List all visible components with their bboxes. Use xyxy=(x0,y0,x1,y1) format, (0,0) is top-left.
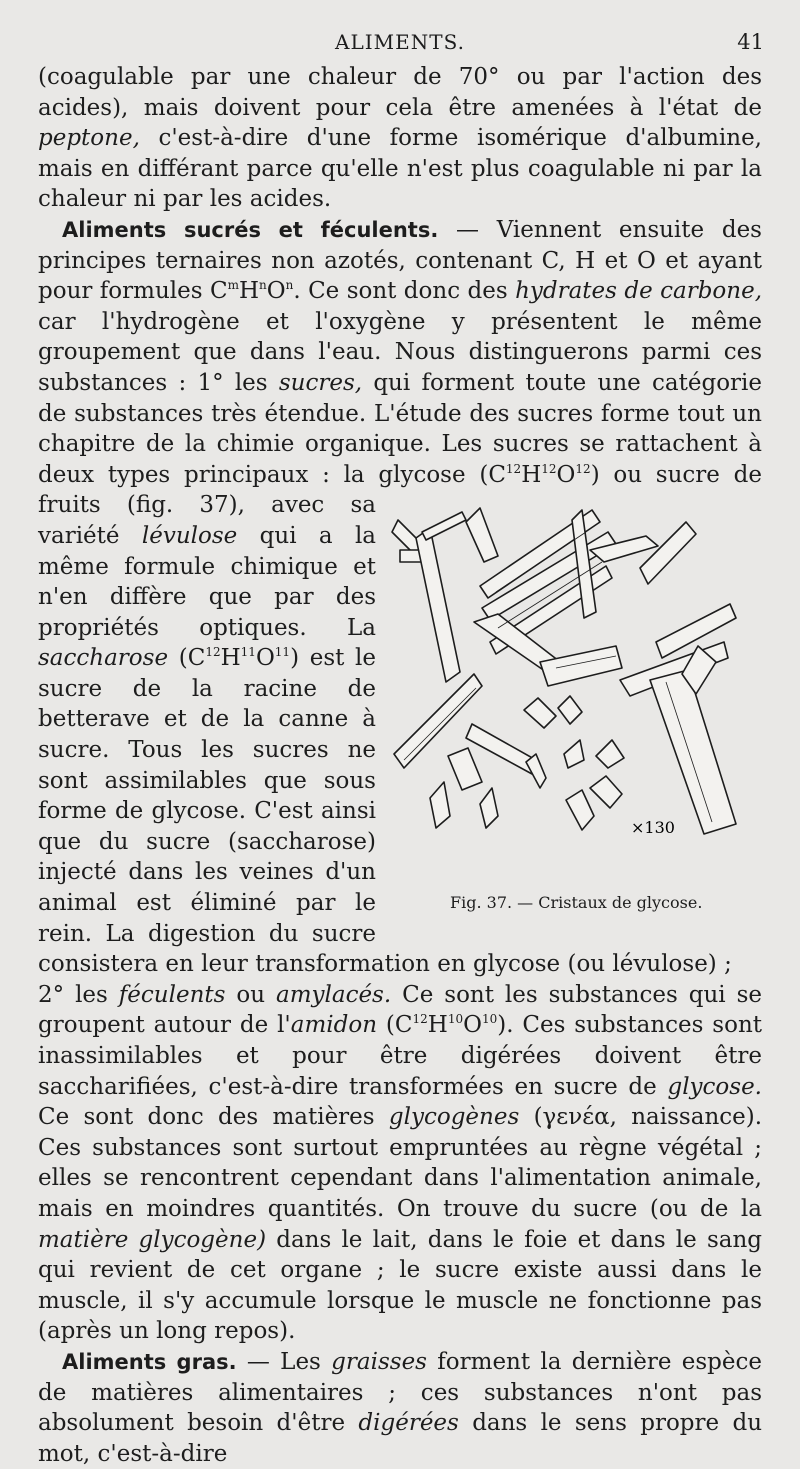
figure-glycose-crystals xyxy=(386,492,762,922)
paragraph-gras: Aliments gras. — Les graisses forment la dernière espèce de matières alimentaires ; ces substances n'ont pas absolument besoin d'être digérées dans le sens propre du mot, c'est-à-dire xyxy=(38,1348,763,1467)
crystal-illustration xyxy=(386,492,762,922)
body-text xyxy=(38,62,762,1469)
magnification-label: ×130 xyxy=(631,818,675,838)
paragraph-sucres: Aliments sucrés et féculents. — Viennent ensuite des principes ternaires non azotés, contenant C, H et O et ayant pour formules $C^mH^nO^n$. Ce sont donc des hydrates de carbone, car l'hydrogène et l'oxygène y présentent le même groupement que dans l'eau. Nous distinguerons parmi ces substances : 1° les sucres, qui forment toute une catégorie de substances très étendue. L'étude des sucres forme tout un chapitre de la chimie organique. Les sucres se rattachent à deux types principaux : la glycose ($C^{12}H^{12}O^{12}$ ×130 Fig. 37. — Cristaux de glycose. ) ou sucre de fruits (fig. 37), avec sa variété lévulose qui a la même formule chimique et n'en diffère que par des propriétés optiques. La saccharose $(C^{12}H^{11}O^{11})$ est le sucre de la racine de betterave et de la canne à sucre. Tous les sucres ne sont assimilables que sous forme de glycose. C'est ainsi que du sucre (saccharose) injecté dans les veines d'un animal est éliminé par le rein. La digestion du sucre consistera en leur transformation en glycose (ou lévulose) ; xyxy=(38,216,763,978)
page-number: 41 xyxy=(737,30,764,54)
section-heading-gras: Aliments gras. xyxy=(62,1349,237,1374)
page-header xyxy=(0,30,800,58)
paragraph-albumine: (coagulable par une chaleur de 70° ou par l'action des acides), mais doivent pour cela être amenées à l'état de peptone, c'est-à-dire d'une forme isomérique d'albumine, mais en différant parce qu'elle n'est plus coagulable ni par la chaleur ni par les acides. xyxy=(38,64,762,213)
paragraph-feculents: 2° les féculents ou amylacés. Ce sont les substances qui se groupent autour de l'amidon $(C^{12}H^{10}O^{10})$. Ces substances sont inassimilables et pour être digérées doivent être saccharifiées, c'est-à-dire transformées en sucre de glycose. Ce sont donc des matières glycogènes (γενέα, naissance). Ces substances sont surtout empruntées au règne végétal ; elles se rencontrent cependant dans l'alimentation animale, mais en moindres quantités. On trouve du sucre (ou de la matière glycogène) dans le lait, dans le foie et dans le sang qui revient de cet organe ; le sucre existe aussi dans le muscle, il s'y accumule lorsque le muscle ne fonctionne pas (après un long repos). xyxy=(38,981,763,1345)
running-head: ALIMENTS. xyxy=(335,30,465,54)
figure-caption: Fig. 37. — Cristaux de glycose. xyxy=(450,893,703,913)
section-heading-sucres: Aliments sucrés et féculents. xyxy=(62,217,439,242)
